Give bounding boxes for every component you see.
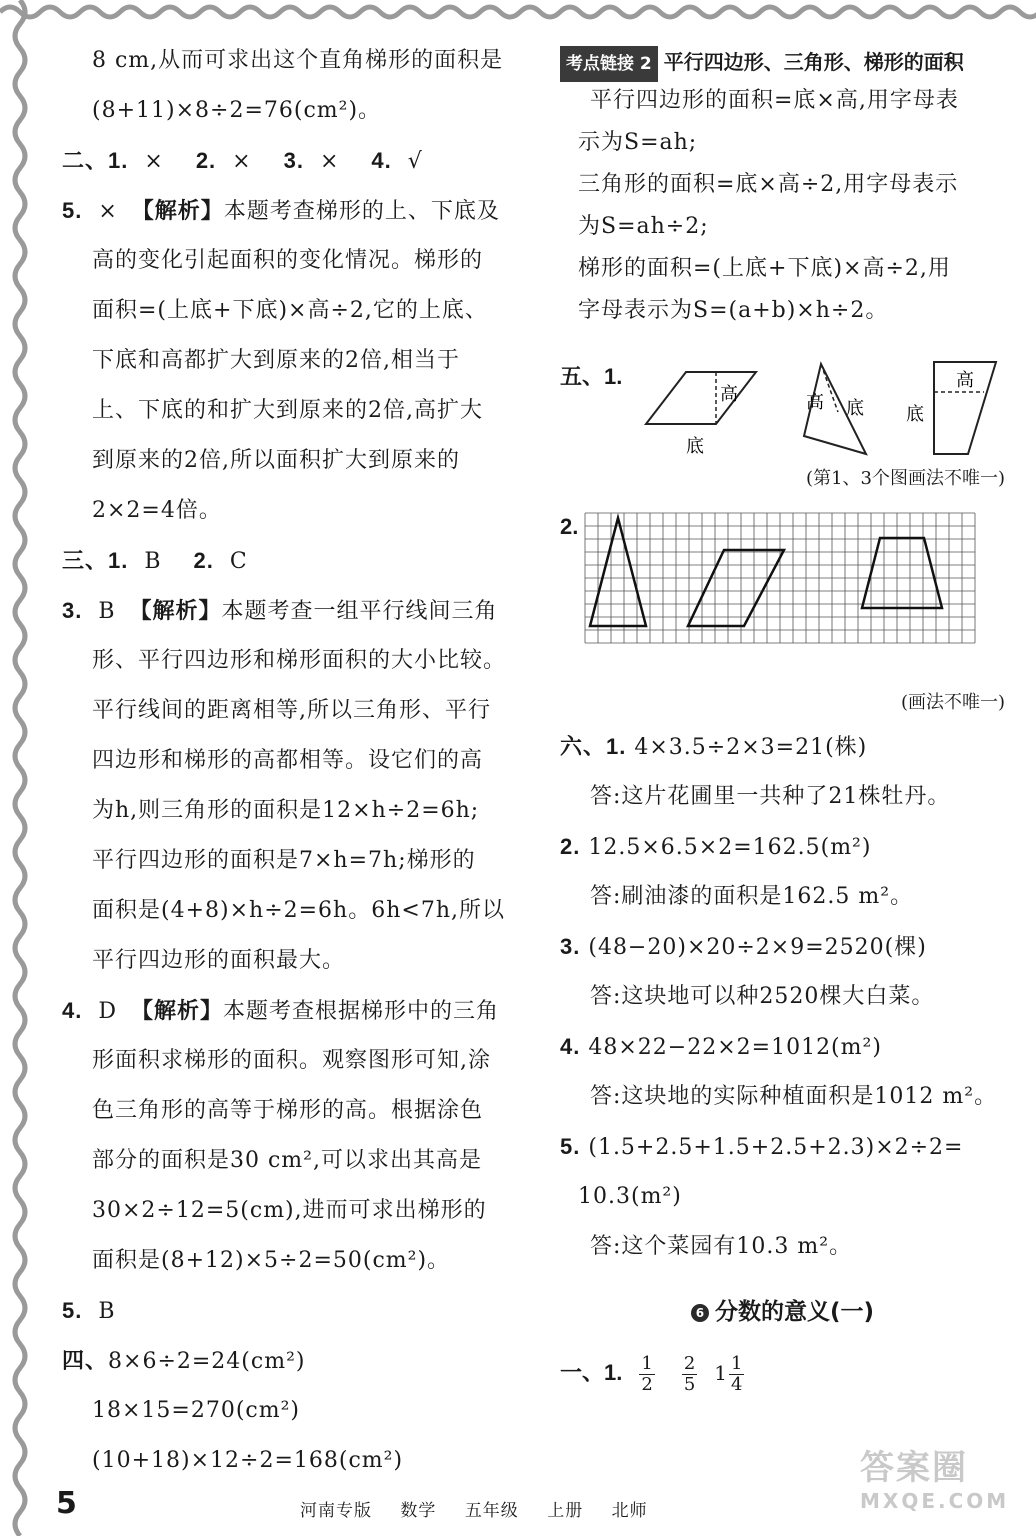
section-san-answers — [62, 546, 522, 596]
page-number: 5 — [56, 1486, 77, 1521]
section-liu-q4 — [560, 1032, 1005, 1082]
label-height: 高 — [806, 392, 824, 413]
watermark — [860, 1440, 1009, 1513]
section-prefix: 六、 — [560, 734, 607, 759]
answer: × — [144, 149, 164, 174]
text-line: 平行四边形的面积=底×高,用字母表 — [590, 88, 959, 113]
section-badge: 6 — [691, 1304, 709, 1322]
kaodian-label: 考点链接 — [566, 54, 634, 74]
section-liu-q2 — [560, 832, 1005, 882]
section-er-answers — [62, 146, 522, 196]
text-line: 高的变化引起面积的变化情况。梯形的 — [92, 248, 484, 273]
text-line: 示为S=ah; — [578, 130, 698, 155]
text-line: 平行线间的距离相等,所以三角形、平行 — [92, 698, 491, 723]
text-line: 面积是(8+12)×5÷2=50(cm²)。 — [92, 1248, 451, 1273]
text-line: 面积=(上底+下底)×高÷2,它的上底、 — [92, 298, 488, 323]
watermark-main: 答案圈 — [860, 1448, 968, 1488]
note-not-unique-2: (画法不唯一) — [900, 692, 1005, 713]
question-number: 5. — [62, 1298, 83, 1323]
kaodian-number: 2 — [639, 54, 652, 74]
answer: √ — [407, 149, 423, 174]
height-drawing-figures — [616, 354, 1006, 464]
text-line: 面积是(4+8)×h÷2=6h。6h<7h,所以 — [92, 898, 505, 923]
question-number: 2. — [560, 514, 579, 539]
text-line: 字母表示为S=(a+b)×h÷2。 — [578, 298, 889, 323]
section-prefix: 一、 — [560, 1360, 605, 1385]
text-line: 为S=ah÷2; — [578, 214, 709, 239]
drawing-grid — [584, 512, 998, 672]
drawn-trapezoid — [862, 538, 942, 608]
label-base: 底 — [906, 404, 924, 425]
denominator: 2 — [641, 1373, 653, 1395]
section-title: 分数的意义(一) — [714, 1299, 875, 1325]
text-line: 下底和高都扩大到原来的2倍,相当于 — [92, 348, 460, 373]
analysis-tag: 【解析】 — [131, 198, 224, 224]
text-line: 本题考查梯形的上、下底及 — [223, 199, 500, 224]
text-line: 本题考查根据梯形中的三角 — [223, 999, 500, 1024]
section-wu-q2 — [560, 508, 1005, 688]
fraction-answer — [639, 1354, 654, 1395]
text-line: (8+11)×8÷2=76(cm²)。 — [92, 98, 382, 123]
text-line: 部分的面积是30 cm²,可以求出其高是 — [92, 1148, 482, 1173]
question-5-explanation — [62, 196, 522, 246]
section-si — [62, 1346, 522, 1396]
equation: 12.5×6.5×2=162.5(m²) — [588, 835, 872, 860]
section-prefix: 三、 — [62, 548, 109, 573]
numerator: 1 — [641, 1352, 653, 1374]
footer-publisher: 北师 — [611, 1501, 648, 1521]
question-number: 5. — [62, 198, 83, 223]
left-wave-border — [0, 0, 40, 1536]
question-number: 4. — [62, 998, 83, 1023]
numerator: 1 — [731, 1352, 743, 1374]
equation: 48×22−22×2=1012(m²) — [588, 1035, 882, 1060]
footer-info — [300, 1496, 670, 1521]
question-4-explanation — [62, 996, 522, 1046]
text-line: 梯形的面积=(上底+下底)×高÷2,用 — [578, 256, 951, 281]
equation: (1.5+2.5+1.5+2.5+2.3)×2÷2= — [588, 1135, 964, 1160]
answer-line: 答:这片花圃里一共种了21株牡丹。 — [590, 784, 951, 809]
text-line: 形、平行四边形和梯形面积的大小比较。 — [92, 648, 507, 673]
text-line: 8 cm,从而可求出这个直角梯形的面积是 — [92, 48, 504, 73]
equation: 8×6÷2=24(cm²) — [108, 1349, 306, 1374]
answer: × — [319, 149, 340, 174]
label-height: 高 — [720, 384, 738, 405]
analysis-tag: 【解析】 — [131, 998, 224, 1024]
text-line: 30×2÷12=5(cm),进而可求出梯形的 — [92, 1198, 487, 1223]
section-prefix: 五、 — [560, 364, 605, 389]
question-number: 1. — [108, 548, 129, 573]
section-liu-q5 — [560, 1132, 1005, 1182]
question-number: 1. — [604, 364, 623, 389]
text-line: 形面积求梯形的面积。观察图形可知,涂 — [92, 1048, 491, 1073]
label-base: 底 — [846, 398, 864, 419]
fraction-answer — [729, 1354, 744, 1395]
question-number: 3. — [560, 934, 581, 959]
section-yi — [560, 1348, 1005, 1398]
question-number: 4. — [560, 1034, 581, 1059]
drawn-triangle — [590, 518, 646, 626]
question-number: 1. — [604, 1360, 623, 1385]
answer: × — [232, 149, 252, 174]
footer-edition: 河南专版 — [300, 1501, 372, 1521]
question-number: 5. — [560, 1134, 581, 1159]
question-number: 4. — [371, 148, 392, 173]
numerator: 2 — [683, 1352, 696, 1374]
text-line: 四边形和梯形的高都相等。设它们的高 — [92, 748, 484, 773]
top-wave-border — [0, 0, 1036, 24]
question-3-explanation — [62, 596, 522, 646]
text-line: 本题考查一组平行线间三角 — [221, 599, 498, 624]
mixed-whole: 1 — [714, 1361, 728, 1385]
question-number: 3. — [62, 598, 83, 623]
question-number: 2. — [560, 834, 581, 859]
kaodian-header — [560, 46, 1005, 86]
text-line: 上、下底的和扩大到原来的2倍,高扩大 — [92, 398, 483, 423]
answer-line: 答:刷油漆的面积是162.5 m²。 — [590, 884, 914, 909]
text-line: 2×2=4倍。 — [92, 498, 222, 523]
drawn-parallelogram — [688, 550, 784, 626]
equation: (48−20)×20÷2×9=2520(棵) — [588, 935, 927, 960]
question-number: 2. — [195, 148, 217, 173]
kaodian-badge — [560, 46, 658, 82]
footer-grade: 五年级 — [464, 1501, 519, 1521]
kaodian-title: 平行四边形、三角形、梯形的面积 — [663, 50, 964, 74]
equation: 4×3.5÷2×3=21(株) — [634, 735, 868, 760]
text-line: 到原来的2倍,所以面积扩大到原来的 — [92, 448, 460, 473]
label-base: 底 — [686, 436, 704, 457]
equation: (10+18)×12÷2=168(cm²) — [92, 1448, 404, 1473]
footer-volume: 上册 — [547, 1501, 584, 1521]
grid-lines — [585, 513, 975, 643]
text-line: 平行四边形的面积是7×h=7h;梯形的 — [92, 848, 476, 873]
section-liu-q3 — [560, 932, 1005, 982]
answer: C — [229, 549, 248, 574]
left-column — [62, 46, 522, 1496]
equation: 10.3(m²) — [578, 1184, 682, 1209]
equation: 18×15=270(cm²) — [92, 1398, 301, 1423]
answer-line: 答:这块地可以种2520棵大白菜。 — [590, 984, 935, 1009]
section-liu-q1 — [560, 732, 1005, 782]
text-line: 为h,则三角形的面积是12×h÷2=6h; — [92, 798, 480, 823]
right-column — [560, 46, 1005, 1398]
answer: D — [98, 999, 117, 1024]
answer: B — [98, 599, 116, 624]
answer: B — [98, 1299, 116, 1324]
parallelogram-figure — [646, 372, 756, 424]
denominator: 5 — [683, 1373, 696, 1395]
footer-subject: 数学 — [400, 1501, 437, 1521]
note-not-unique-1: (第1、3个图画法不唯一) — [806, 468, 1005, 489]
question-number: 2. — [193, 548, 214, 573]
denominator: 4 — [731, 1373, 743, 1395]
question-number: 3. — [283, 148, 304, 173]
text-line: 三角形的面积=底×高÷2,用字母表示 — [578, 172, 959, 197]
section-prefix: 二、 — [62, 148, 109, 173]
answer: × — [98, 199, 118, 224]
watermark-sub: MXQE.COM — [860, 1489, 1010, 1513]
question-number: 1. — [606, 734, 627, 759]
section-wu-q1 — [560, 354, 1005, 464]
question-5b-answer — [62, 1296, 522, 1346]
answer-line: 答:这个菜园有10.3 m²。 — [590, 1234, 853, 1259]
answer-line: 答:这块地的实际种植面积是1012 m²。 — [590, 1084, 998, 1109]
section-prefix: 四、 — [62, 1348, 109, 1373]
section-heading — [560, 1292, 1005, 1348]
text-line: 平行四边形的面积最大。 — [92, 948, 346, 973]
question-number: 1. — [108, 148, 129, 173]
analysis-tag: 【解析】 — [129, 598, 222, 624]
label-height: 高 — [956, 370, 974, 391]
answer: B — [144, 549, 162, 574]
text-line: 色三角形的高等于梯形的高。根据涂色 — [92, 1098, 484, 1123]
fraction-answer — [682, 1354, 697, 1395]
